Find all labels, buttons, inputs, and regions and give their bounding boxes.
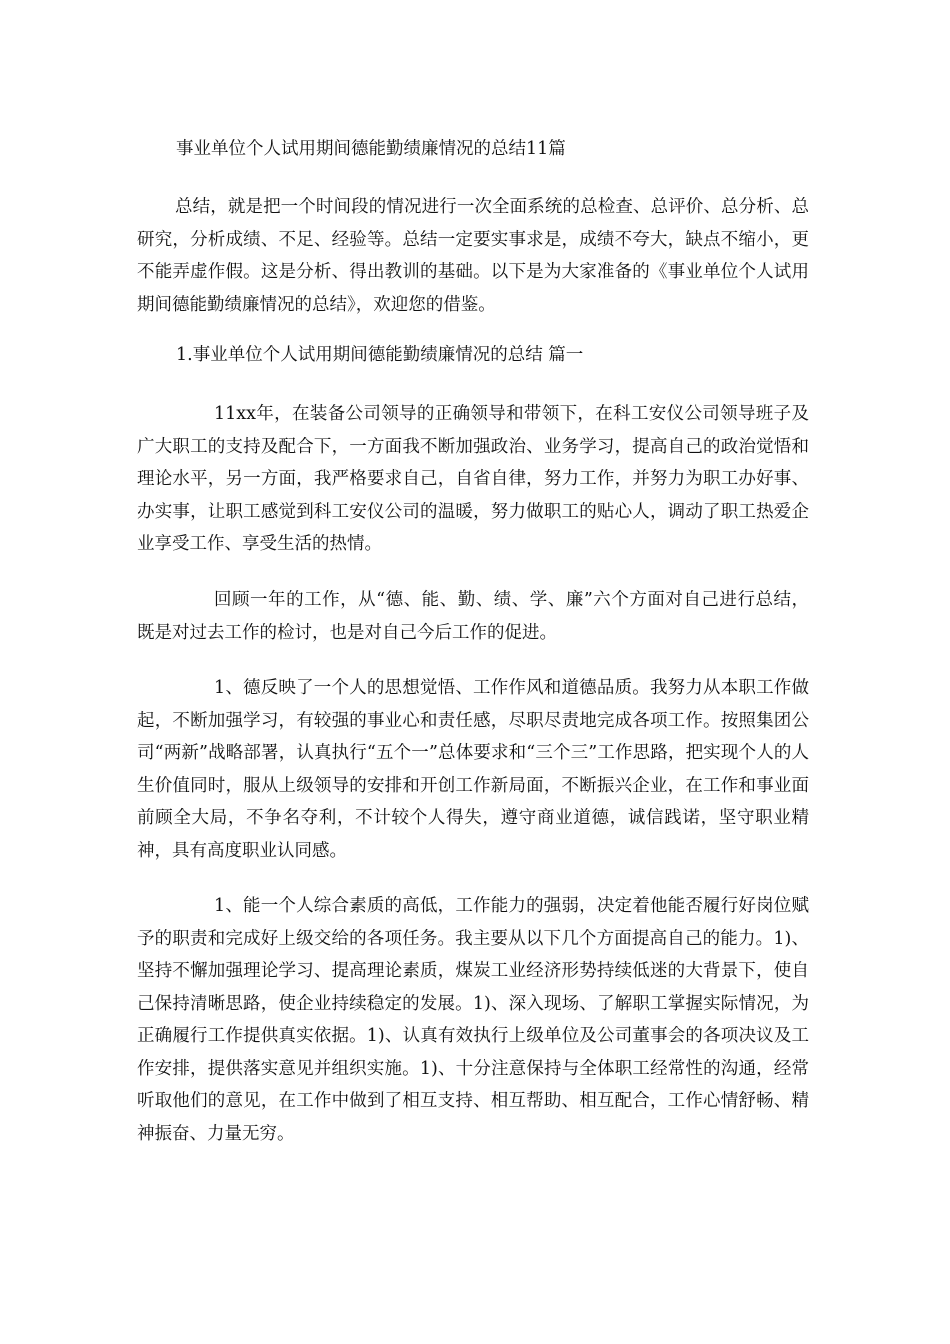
section-heading: 1.事业单位个人试用期间德能勤绩廉情况的总结 篇一 xyxy=(176,345,584,365)
body-paragraph-4: 1、能一个人综合素质的高低，工作能力的强弱，决定着他能否履行好岗位赋予的职责和完成好上级交给的各项任务。我主要从以下几个方面提高自己的能力。1)、坚持不懈加强理论学习、提高理论素质，煤炭工业经济形势持续低迷的大背景下，使自己保持清晰思路，使企业持续稳定的发展。1)、深入现场、了解职工掌握实际情况，为正确履行工作提供真实依据。1)、认真有效执行上级单位及公司董事会的各项决议及工作安排，提供落实意见并组织实施。1)、十分注意保持与全体职工经常性的沟通，经常听取他们的意见，在工作中做到了相互支持、相互帮助、相互配合，工作心情舒畅、精神振奋、力量无穷。 xyxy=(137,896,809,1144)
body-paragraph-3: 1、德反映了一个人的思想觉悟、工作作风和道德品质。我努力从本职工作做起，不断加强学习，有较强的事业心和责任感，尽职尽责地完成各项工作。按照集团公司“两新”战略部署，认真执行“五个一”总体要求和“三个三”工作思路，把实现个人的人生价值同时，服从上级领导的安排和开创工作新局面，不断振兴企业，在工作和事业面前顾全大局，不争名夺利，不计较个人得失，遵守商业道德，诚信践诺，坚守职业精神，具有高度职业认同感。 xyxy=(137,678,809,861)
body-paragraph-2: 回顾一年的工作，从“德、能、勤、绩、学、廉”六个方面对自己进行总结，既是对过去工作的检讨，也是对自己今后工作的促进。 xyxy=(137,590,809,643)
intro-paragraph: 总结，就是把一个时间段的情况进行一次全面系统的总检查、总评价、总分析、总研究，分析成绩、不足、经验等。总结一定要实事求是，成绩不夸大，缺点不缩小，更不能弄虚作假。这是分析、得出教训的基础。以下是为大家准备的《事业单位个人试用期间德能勤绩廉情况的总结》，欢迎您的借鉴。 xyxy=(137,197,809,315)
body-paragraph-1: 11xx年，在装备公司领导的正确领导和带领下，在科工安仪公司领导班子及广大职工的支持及配合下，一方面我不断加强政治、业务学习，提高自己的政治觉悟和理论水平，另一方面，我严格要求自己，自省自律，努力工作，并努力为职工办好事、办实事，让职工感觉到科工安仪公司的温暖，努力做职工的贴心人，调动了职工热爱企业享受工作、享受生活的热情。 xyxy=(137,404,809,554)
document-title: 事业单位个人试用期间德能勤绩廉情况的总结11篇 xyxy=(176,139,566,159)
